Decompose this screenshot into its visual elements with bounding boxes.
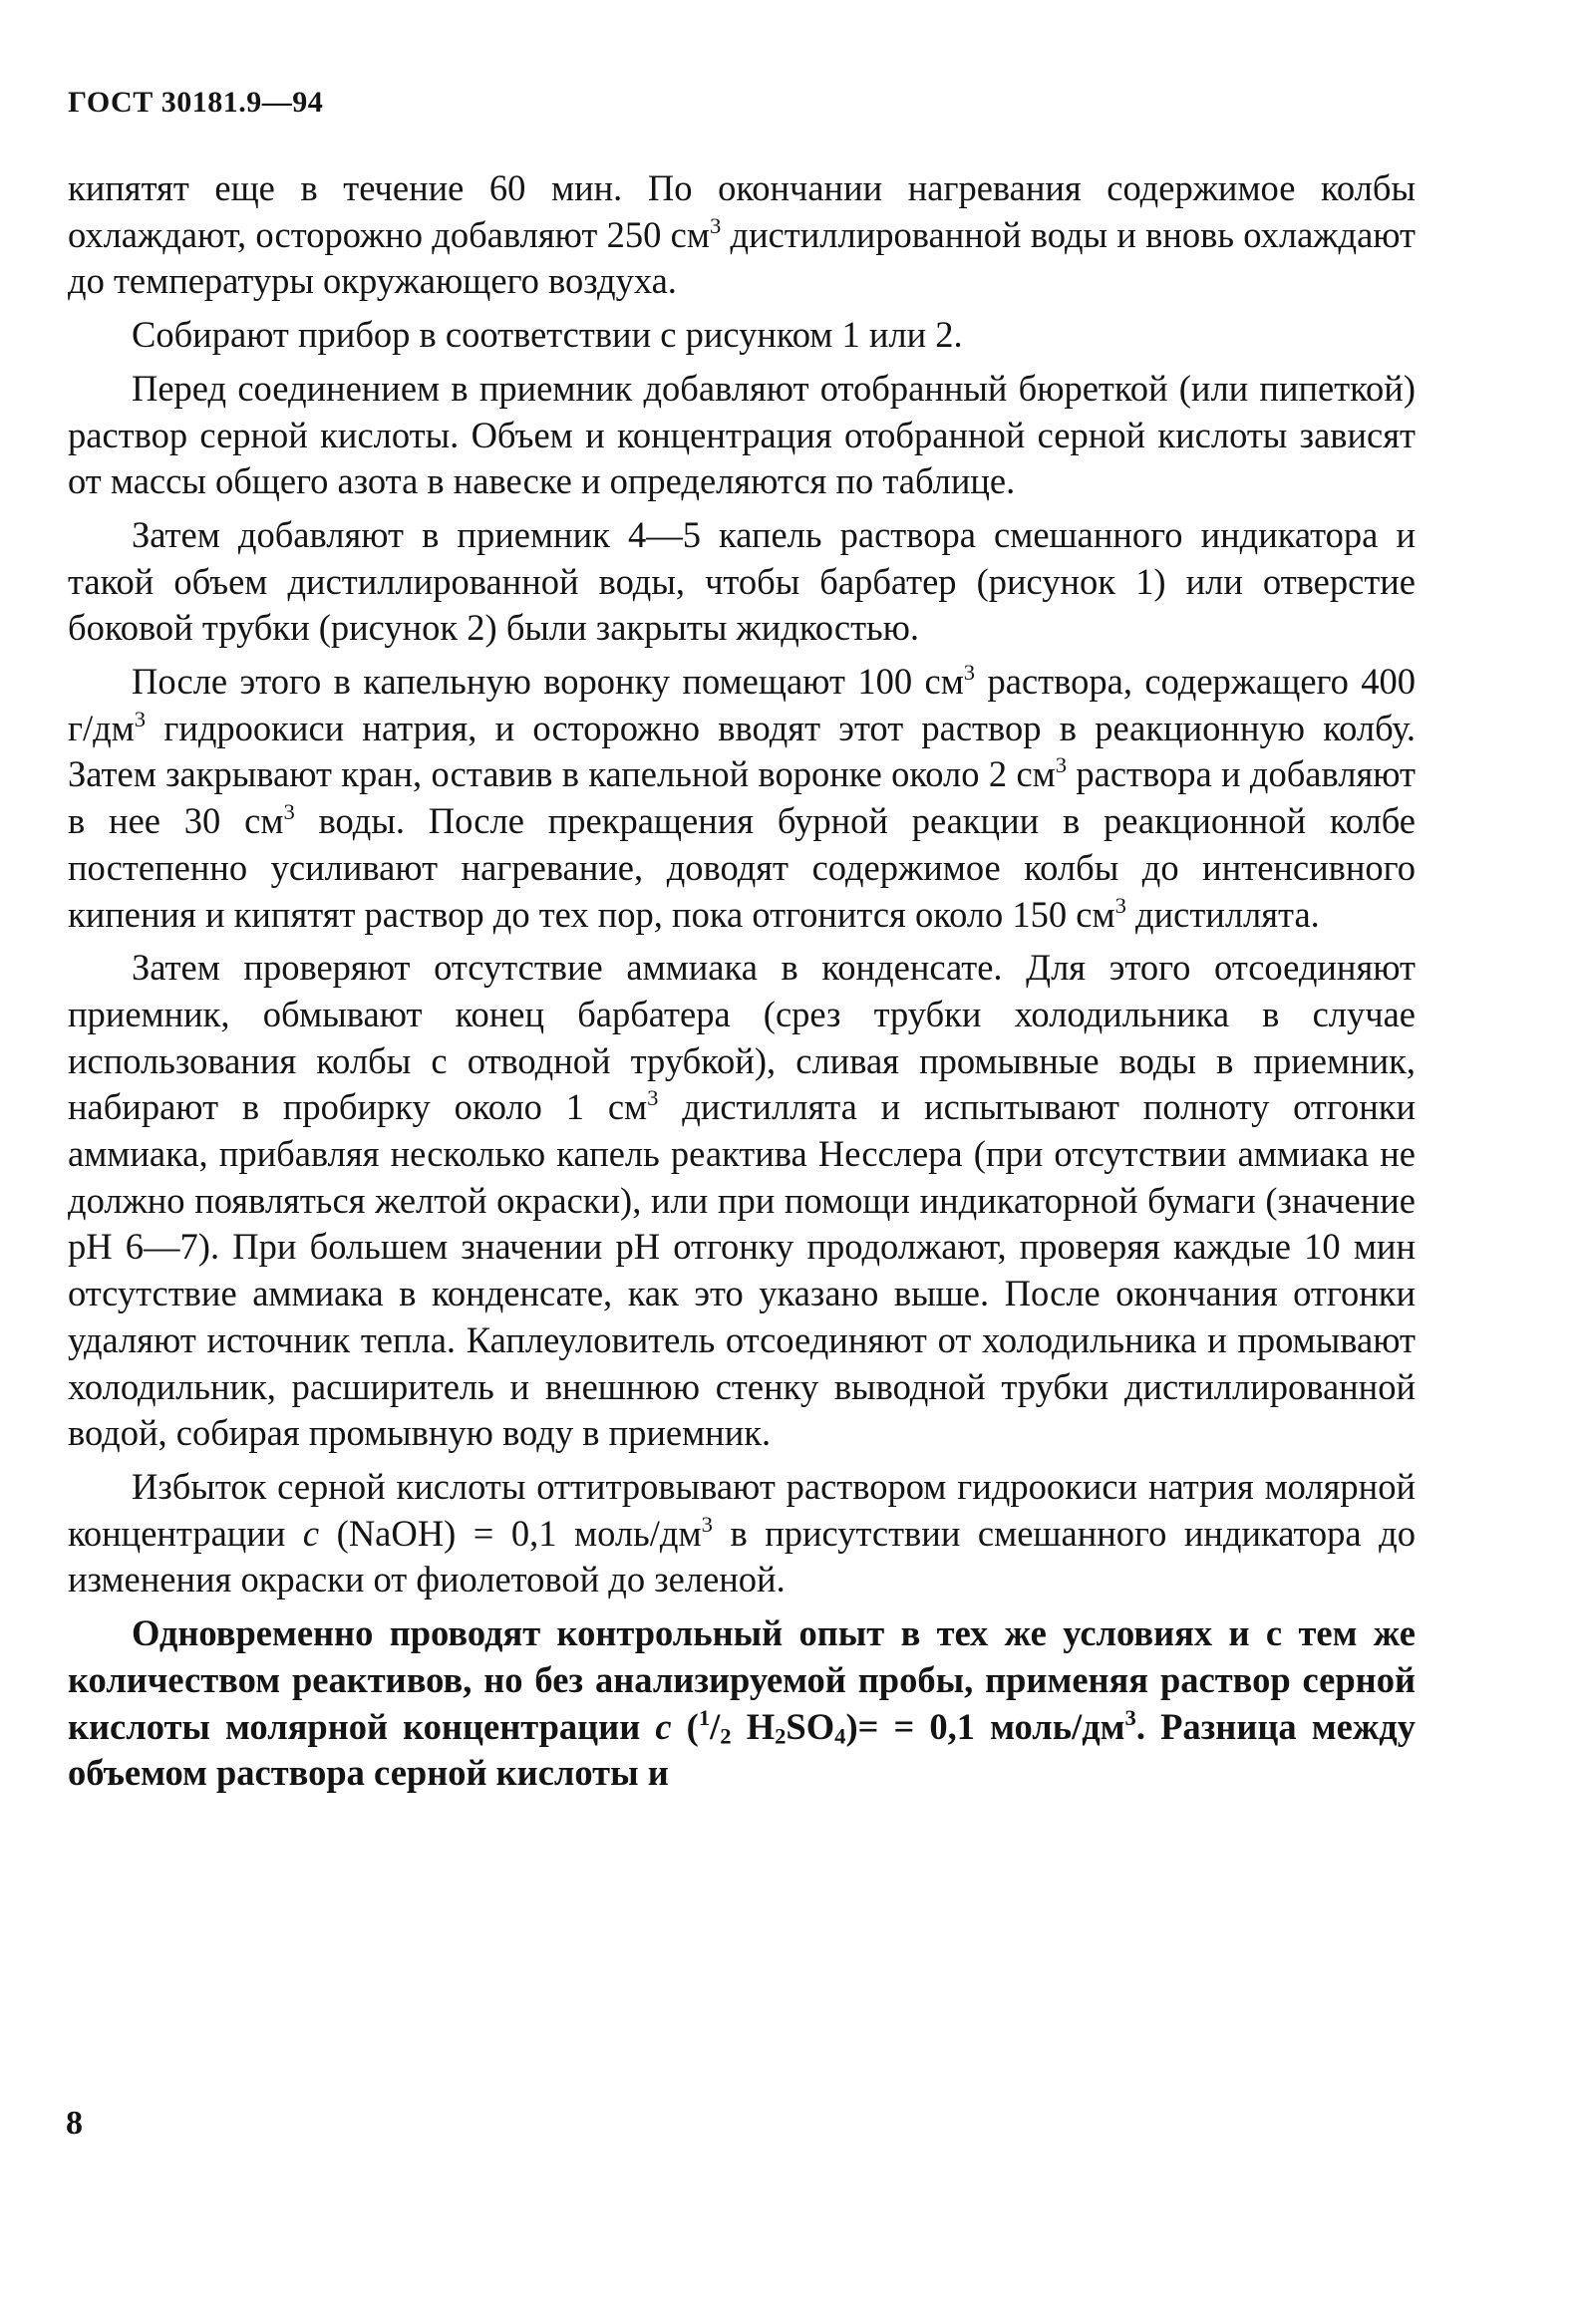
paragraph-8-equation: )= = 0,1 моль/дм <box>845 1705 1125 1747</box>
superscript-3: 3 <box>701 1511 713 1537</box>
paragraph-6-text-b: дистиллята и испытывают полноту отгонки аммиака, прибавляя несколько капель реактива Несслера (при отсутствии аммиака не должно появляться желтой окраски), или при помощи индикаторной бумаги (значение рН 6—7). При большем значении рН отгонку продолжают, проверяя каждые 10 мин отсутствие аммиака в конденсате, как это указано выше. После окончания отгонки удаляют источник тепла. Каплеуловитель отсоединяют от холодильника и промывают холодильник, расширитель и внешнюю стенку выводной трубки дистиллированной водой, собирая промывную воду в приемник. <box>68 1086 1416 1454</box>
paragraph-5-text-a: После этого в капельную воронку помещают 100 см <box>132 661 964 703</box>
paragraph-2: Собирают прибор в соответствии с рисунком 1 или 2. <box>132 314 963 356</box>
formula-h-subscript: 2 <box>775 1723 787 1749</box>
paragraph-6 <box>68 945 1416 1457</box>
formula-so-subscript: 4 <box>834 1723 846 1749</box>
paragraph-1-text-a: кипятят еще в течение 60 мин. По окончании нагревания содержимое колбы охлаждают, осторожно добавляют 250 см <box>68 167 1416 255</box>
superscript-3: 3 <box>709 212 722 238</box>
document-code-header: ГОСТ 30181.9—94 <box>68 86 324 119</box>
paragraph-7-text-b: (NaOH) = 0,1 моль/дм <box>319 1512 702 1554</box>
superscript-3: 3 <box>1055 752 1068 778</box>
concentration-variable: c <box>302 1512 320 1554</box>
superscript-3: 3 <box>1124 1704 1136 1730</box>
paragraph-5-text-c: гидроокиси натрия, и осторожно вводят этот раствор в реакционную колбу. Затем закрывают кран, оставив в капельной воронке около 2 см <box>68 707 1416 795</box>
paragraph-1 <box>68 165 1416 305</box>
superscript-3: 3 <box>1114 892 1126 918</box>
superscript-3: 3 <box>134 706 147 731</box>
paragraph-5 <box>68 659 1416 938</box>
concentration-variable: c <box>655 1705 672 1747</box>
fraction-denominator: 2 <box>720 1723 732 1749</box>
page-number: 8 <box>66 2105 83 2142</box>
superscript-3: 3 <box>647 1085 659 1111</box>
paragraph-8-text-b: ( <box>671 1705 699 1747</box>
paragraph-8-text-a: Одновременно проводят контрольный опыт в тех же условиях и с тем же количеством реактивов, но без анализируемой пробы, применяя раствор серной кислоты молярной концентрации <box>68 1612 1416 1747</box>
paragraph-7-text-a: Избыток серной кислоты оттитровывают раствором гидроокиси натрия молярной концентрации <box>68 1465 1416 1554</box>
paragraph-8 <box>68 1610 1416 1797</box>
body-text <box>68 165 1416 1804</box>
formula-so: SO <box>786 1705 835 1747</box>
formula-h: H <box>731 1705 776 1747</box>
paragraph-5-text-f: дистиллята. <box>1125 893 1320 935</box>
paragraph-5-text-d: раствора и добавляют в нее 30 см <box>68 753 1416 842</box>
fraction-separator: / <box>710 1705 721 1747</box>
paragraph-7-text-d: в присутствии смешанного индикатора до изменения окраски от фиолетовой до зеленой. <box>68 1512 1416 1600</box>
paragraph-6-text-a: Затем проверяют отсутствие аммиака в конденсате. Для этого отсоединяют приемник, обмывают конец барбатера (срез трубки холодильника в случае использования колбы с отводной трубкой), сливая промывные воды в приемник, набирают в пробирку около 1 см <box>68 947 1416 1128</box>
paragraph-3: Перед соединением в приемник добавляют отобранный бюреткой (или пипеткой) раствор серной кислоты. Объем и концентрация отобранной серной кислоты зависят от массы общего азота в навеске и определяются по таблице. <box>68 367 1416 502</box>
paragraph-7 <box>68 1464 1416 1603</box>
superscript-3: 3 <box>283 799 295 825</box>
paragraph-4: Затем добавляют в приемник 4—5 капель раствора смешанного индикатора и такой объем дистиллированной воды, чтобы барбатер (рисунок 1) или отверстие боковой трубки (рисунок 2) были закрыты жидкостью. <box>68 513 1416 649</box>
paragraph-5-text-e: воды. После прекращения бурной реакции в реакционной колбе постепенно усиливают нагревание, доводят содержимое колбы до интенсивного кипения и кипятят раствор до тех пор, пока отгонится около 150 см <box>68 800 1416 935</box>
superscript-3: 3 <box>963 660 976 686</box>
paragraph-8-text-tail: . Разница между объемом раствора серной кислоты и <box>68 1705 1416 1794</box>
paragraph-1-text-b: дистиллированной воды и вновь охлаждают до температуры окружающего воздуха. <box>68 213 1417 302</box>
fraction-numerator: 1 <box>698 1704 711 1730</box>
paragraph-5-text-b: раствора, содержащего 400 г/дм <box>68 661 1416 748</box>
